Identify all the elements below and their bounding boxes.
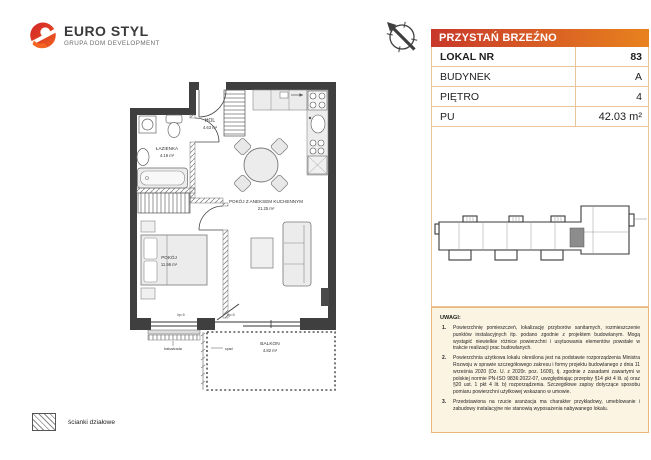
note-item-2	[440, 355, 640, 396]
sill-height-balcony-door: hp=0	[227, 313, 235, 317]
note-text: Powierzchnię pomieszczeń, lokalizację przyborów sanitarnych, rozmieszczenie punktów instalacyjnych itp. podano zgodnie z projektem budowlanym. Mogą wystąpić niewielkie różnice powierzchni i usytuowania elementów powstałe w trakcie realizacji prac budowlanych.	[453, 325, 640, 352]
apartment-floor-plan	[123, 80, 345, 410]
brand-name: EURO STYL	[64, 23, 149, 39]
highlighted-unit	[570, 228, 584, 247]
detail-value: 42.03 m²	[575, 107, 648, 126]
detail-value: 83	[575, 47, 648, 66]
sofa	[283, 222, 311, 286]
north-arrow-icon	[383, 18, 421, 56]
note-number: 1.	[442, 325, 447, 331]
detail-label: LOKAL NR	[440, 50, 495, 63]
washbasin	[137, 149, 149, 166]
bathroom-fixtures	[137, 115, 188, 188]
room-area-pokoj-aneks: 21.25 m²	[257, 206, 275, 211]
project-name-header: PRZYSTAŃ BRZEŹNO	[431, 29, 649, 47]
slope-annotation: spad	[225, 346, 233, 351]
partition-walls	[137, 115, 228, 318]
toilet	[166, 115, 182, 123]
bed	[141, 235, 207, 285]
detail-label: BUDYNEK	[440, 70, 491, 83]
door-swings	[195, 90, 226, 230]
brand-logo	[28, 20, 160, 52]
building-location-plan	[433, 192, 647, 296]
room-name-hol: HOL	[204, 118, 216, 124]
window-sill	[148, 330, 200, 334]
room-name-pokoj-aneks: POKÓJ Z ANEKSEM KUCHENNYM	[228, 199, 304, 204]
bedroom-wardrobe	[138, 193, 190, 213]
hatched-swatch-icon	[32, 413, 56, 431]
brand-tagline: GRUPA DOM DEVELOPMENT	[64, 40, 160, 47]
eurostyl-swirl-icon	[28, 20, 58, 52]
note-number: 2.	[442, 355, 447, 362]
note-item-3	[440, 399, 640, 413]
detail-row-pietro	[431, 87, 649, 107]
room-name-lazienka: ŁAZIENKA	[155, 146, 179, 151]
washing-machine	[139, 116, 156, 133]
room-name-pokoj: POKÓJ	[161, 255, 177, 260]
note-text: Powierzchnia użytkowa lokalu określona jest na podstawie rozporządzenia Ministra Rozwoju w sprawie szczegółowego zakresu i formy projektu budowlanego z dnia 11 września 2020 (Dz. U. z 2020r. poz. 1609), tj. zgodnie z zasadami zawartymi w polskiej normie PN-ISO 9836:2022-07, uwzględniając przepisy §14 pkt 4 lit. a) oraz §20 ust. 1 pkt 4 lit. b) rozporządzenia. Szczegółowe zapisy dotyczące sposobu pomiaru powierzchni użytkowej wskazano w umowie.	[453, 355, 640, 396]
balustrade-label: balustrada	[164, 347, 182, 351]
detail-value: 4	[575, 87, 648, 106]
brand-text	[64, 20, 160, 47]
kitchen-sink	[311, 115, 325, 133]
room-area-hol: 4.63 m²	[202, 125, 218, 130]
note-text: Przedstawiona na rzucie aranżacja ma charakter przykładowy, umeblowanie i zabudowy instalacyjne nie stanowią wyposażenia nabywanego lokalu.	[453, 398, 640, 412]
notes-box	[431, 307, 649, 433]
notes-title: UWAGI:	[440, 315, 461, 321]
balcony	[201, 332, 335, 390]
legend-label: ścianki działowe	[68, 418, 115, 426]
room-area-pokoj: 11.96 m²	[160, 262, 178, 267]
detail-row-budynek	[431, 67, 649, 87]
nightstand	[141, 288, 155, 299]
building-outline	[439, 206, 629, 254]
radiator	[321, 288, 329, 306]
legend-partition-walls	[32, 413, 115, 431]
sill-height-bedroom: hp=0	[177, 313, 185, 317]
room-area-lazienka: 4.19 m²	[159, 153, 175, 158]
nightstand	[141, 221, 155, 232]
balustrade-hatch	[148, 335, 200, 340]
detail-row-pu	[431, 107, 649, 127]
hall-wardrobe	[224, 90, 245, 136]
detail-label: PIĘTRO	[440, 90, 480, 103]
note-item-1	[440, 325, 640, 352]
room-area-balkon: 4.82 m²	[262, 348, 278, 353]
detail-label: PU	[440, 110, 455, 123]
room-name-balkon: BALKON	[260, 342, 280, 347]
detail-value: A	[575, 67, 648, 86]
note-number: 3.	[442, 398, 447, 405]
detail-row-lokal	[431, 47, 649, 67]
coffee-table	[251, 238, 273, 268]
